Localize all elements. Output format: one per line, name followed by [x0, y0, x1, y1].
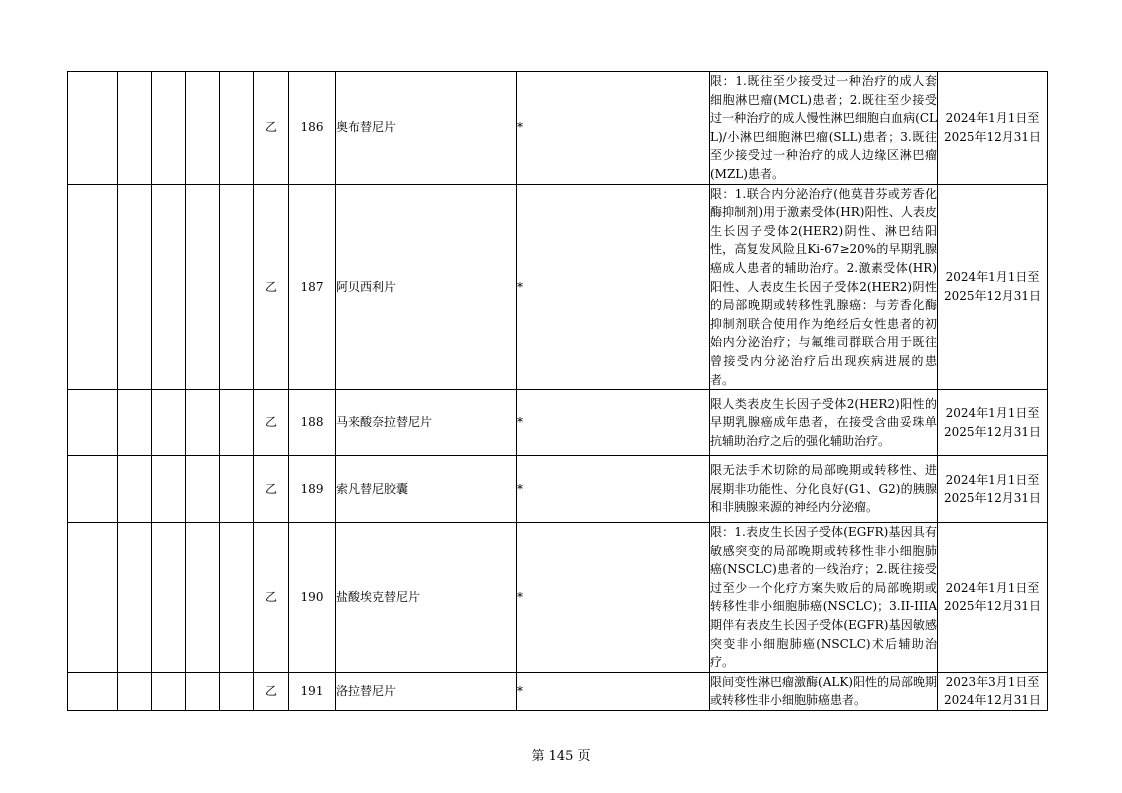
number-cell: 188	[289, 390, 336, 456]
blank-cell	[152, 456, 186, 523]
blank-cell	[220, 672, 254, 710]
restriction-note-cell: 限无法手术切除的局部晚期或转移性、进展期非功能性、分化良好(G1、G2)的胰腺和非胰腺来源的神经内分泌瘤。	[710, 456, 938, 523]
blank-cell	[68, 672, 118, 710]
blank-cell	[68, 72, 118, 185]
period-end: 2025年12月31日	[943, 491, 1042, 506]
category-cell: 乙	[254, 72, 289, 185]
drug-name-cell: 奥布替尼片	[336, 72, 517, 185]
dosage-form-cell: *	[517, 184, 710, 390]
blank-cell	[68, 523, 118, 673]
number-cell: 190	[289, 523, 336, 673]
period-end: 2024年12月31日	[943, 693, 1042, 708]
blank-cell	[220, 184, 254, 390]
dosage-form-cell: *	[517, 672, 710, 710]
blank-cell	[152, 672, 186, 710]
blank-cell	[186, 523, 220, 673]
period-start: 2023年3月1日至	[945, 674, 1040, 689]
category-cell: 乙	[254, 672, 289, 710]
page-number: 第 145 页	[531, 749, 591, 764]
blank-cell	[118, 72, 152, 185]
table-row	[68, 184, 1048, 390]
category-cell: 乙	[254, 523, 289, 673]
table-body	[68, 72, 1048, 711]
period-start: 2024年1月1日至	[945, 406, 1040, 420]
restriction-note-cell: 限：1.联合内分泌治疗(他莫昔芬或芳香化酶抑制剂)用于激素受体(HR)阳性、人表皮生长因子受体2(HER2)阴性、淋巴结阳性，高复发风险且Ki-67≥20%的早期乳腺癌成人患者的辅助治疗。2.激素受体(HR)阳性、人表皮生长因子受体2(HER2)阴性的局部晚期或转移性乳腺癌：与芳香化酶抑制剂联合使用作为绝经后女性患者的初始内分泌治疗；与氟维司群联合用于既往曾接受内分泌治疗后出现疾病进展的患者。	[710, 184, 938, 390]
period-end: 2025年12月31日	[943, 288, 1042, 303]
category-cell: 乙	[254, 390, 289, 456]
period-start: 2024年1月1日至	[945, 472, 1040, 487]
drug-name-cell: 索凡替尼胶囊	[336, 456, 517, 523]
table-row	[68, 456, 1048, 523]
blank-cell	[68, 184, 118, 390]
validity-period-cell	[938, 523, 1048, 673]
drug-name-cell: 阿贝西利片	[336, 184, 517, 390]
table-row	[68, 672, 1048, 710]
blank-cell	[118, 390, 152, 456]
blank-cell	[220, 456, 254, 523]
validity-period-cell	[938, 672, 1048, 710]
drug-name-cell: 马来酸奈拉替尼片	[336, 390, 517, 456]
blank-cell	[186, 456, 220, 523]
blank-cell	[152, 184, 186, 390]
blank-cell	[220, 390, 254, 456]
number-cell: 191	[289, 672, 336, 710]
dosage-form-cell: *	[517, 390, 710, 456]
blank-cell	[118, 523, 152, 673]
blank-cell	[68, 390, 118, 456]
table-row	[68, 523, 1048, 673]
dosage-form-cell: *	[517, 72, 710, 185]
number-cell: 187	[289, 184, 336, 390]
blank-cell	[220, 72, 254, 185]
number-cell: 186	[289, 72, 336, 185]
blank-cell	[152, 523, 186, 673]
blank-cell	[118, 184, 152, 390]
drug-name-cell: 盐酸埃克替尼片	[336, 523, 517, 673]
category-cell: 乙	[254, 184, 289, 390]
validity-period-cell	[938, 390, 1048, 456]
table-row	[68, 390, 1048, 456]
period-end: 2025年12月31日	[943, 129, 1042, 144]
blank-cell	[186, 184, 220, 390]
period-end: 2025年12月31日	[943, 424, 1042, 439]
blank-cell	[220, 523, 254, 673]
restriction-note-cell: 限：1.既往至少接受过一种治疗的成人套细胞淋巴瘤(MCL)患者；2.既往至少接受过一种治疗的成人慢性淋巴细胞白血病(CLL)/小淋巴细胞淋巴瘤(SLL)患者；3.既往至少接受过一种治疗的成人边缘区淋巴瘤(MZL)患者。	[710, 72, 938, 185]
blank-cell	[186, 390, 220, 456]
validity-period-cell	[938, 456, 1048, 523]
blank-cell	[68, 456, 118, 523]
validity-period-cell	[938, 184, 1048, 390]
period-start: 2024年1月1日至	[945, 111, 1040, 126]
blank-cell	[118, 456, 152, 523]
category-cell: 乙	[254, 456, 289, 523]
restriction-note-cell: 限间变性淋巴瘤激酶(ALK)阳性的局部晚期或转移性非小细胞肺癌患者。	[710, 672, 938, 710]
restriction-note-cell: 限人类表皮生长因子受体2(HER2)阳性的早期乳腺癌成年患者，在接受含曲妥珠单抗辅助治疗之后的强化辅助治疗。	[710, 390, 938, 456]
blank-cell	[186, 672, 220, 710]
period-end: 2025年12月31日	[943, 599, 1042, 614]
drug-list-table	[67, 71, 1048, 711]
restriction-note-cell: 限：1.表皮生长因子受体(EGFR)基因具有敏感突变的局部晚期或转移性非小细胞肺癌(NSCLC)患者的一线治疗；2.既往接受过至少一个化疗方案失败后的局部晚期或转移性非小细胞肺癌(NSCLC)；3.II-IIIA期伴有表皮生长因子受体(EGFR)基因敏感突变非小细胞肺癌(NSCLC)术后辅助治疗。	[710, 523, 938, 673]
period-start: 2024年1月1日至	[945, 270, 1040, 285]
number-cell: 189	[289, 456, 336, 523]
blank-cell	[186, 72, 220, 185]
validity-period-cell	[938, 72, 1048, 185]
table-row	[68, 72, 1048, 185]
blank-cell	[152, 72, 186, 185]
blank-cell	[118, 672, 152, 710]
dosage-form-cell: *	[517, 523, 710, 673]
blank-cell	[152, 390, 186, 456]
period-start: 2024年1月1日至	[945, 580, 1040, 595]
dosage-form-cell: *	[517, 456, 710, 523]
drug-name-cell: 洛拉替尼片	[336, 672, 517, 710]
